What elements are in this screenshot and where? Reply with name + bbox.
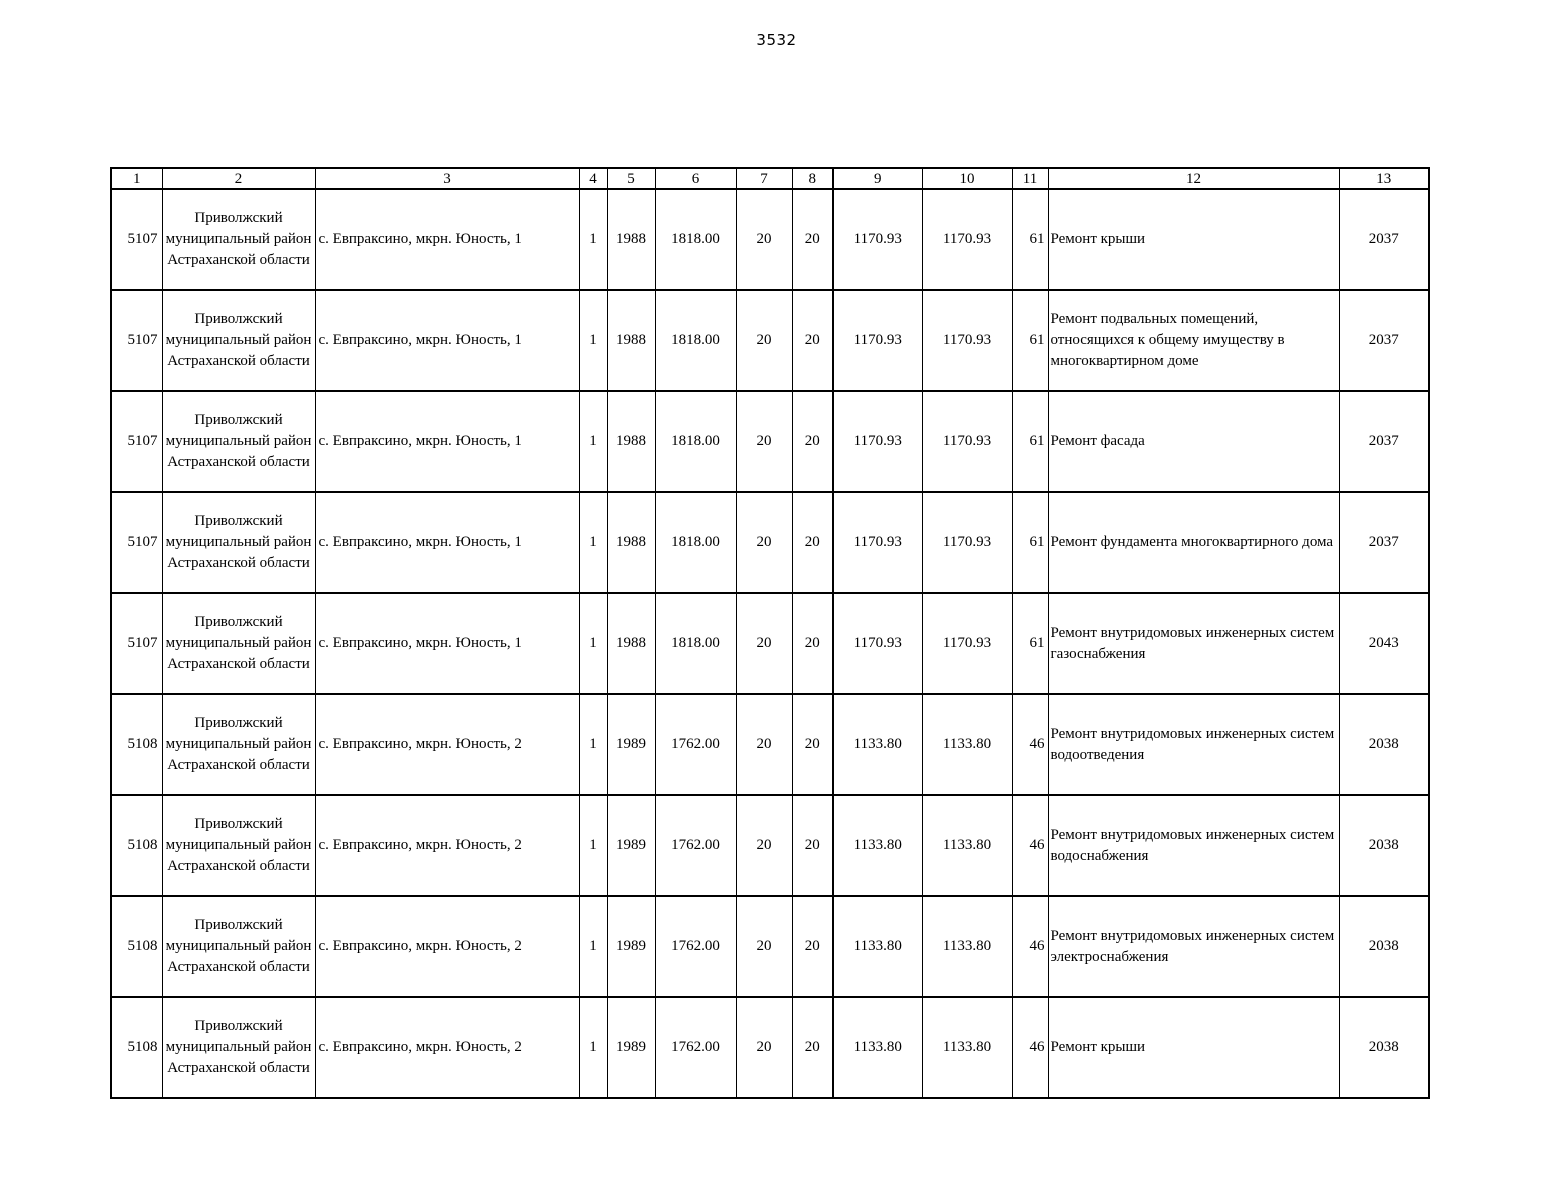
col4-cell: 1 bbox=[579, 896, 607, 997]
area10-cell: 1170.93 bbox=[922, 391, 1012, 492]
column-header: 12 bbox=[1048, 168, 1339, 189]
house-id-cell: 5108 bbox=[111, 997, 162, 1098]
area10-cell: 1170.93 bbox=[922, 189, 1012, 290]
col11-cell: 61 bbox=[1012, 593, 1048, 694]
area10-cell: 1170.93 bbox=[922, 492, 1012, 593]
table-body bbox=[111, 189, 1429, 1098]
col8-cell: 20 bbox=[792, 492, 833, 593]
col7-cell: 20 bbox=[736, 391, 792, 492]
col7-cell: 20 bbox=[736, 694, 792, 795]
planned-year-cell: 2038 bbox=[1339, 795, 1429, 896]
address-cell: с. Евпраксино, мкрн. Юность, 1 bbox=[315, 492, 579, 593]
total-area-cell: 1818.00 bbox=[655, 593, 736, 694]
year-cell: 1988 bbox=[607, 391, 655, 492]
address-cell: с. Евпраксино, мкрн. Юность, 2 bbox=[315, 896, 579, 997]
column-header: 10 bbox=[922, 168, 1012, 189]
column-header: 2 bbox=[162, 168, 315, 189]
col8-cell: 20 bbox=[792, 795, 833, 896]
house-id-cell: 5108 bbox=[111, 896, 162, 997]
planned-year-cell: 2038 bbox=[1339, 896, 1429, 997]
year-cell: 1989 bbox=[607, 795, 655, 896]
col7-cell: 20 bbox=[736, 290, 792, 391]
municipality-cell: Приволжский муниципальный район Астраханской области bbox=[162, 290, 315, 391]
house-id-cell: 5108 bbox=[111, 795, 162, 896]
column-header: 4 bbox=[579, 168, 607, 189]
column-header: 8 bbox=[792, 168, 833, 189]
col8-cell: 20 bbox=[792, 896, 833, 997]
municipality-cell: Приволжский муниципальный район Астраханской области bbox=[162, 694, 315, 795]
col7-cell: 20 bbox=[736, 896, 792, 997]
area9-cell: 1170.93 bbox=[833, 290, 922, 391]
col11-cell: 46 bbox=[1012, 896, 1048, 997]
table-row bbox=[111, 290, 1429, 391]
column-header: 5 bbox=[607, 168, 655, 189]
area10-cell: 1170.93 bbox=[922, 290, 1012, 391]
col8-cell: 20 bbox=[792, 997, 833, 1098]
house-id-cell: 5107 bbox=[111, 290, 162, 391]
planned-year-cell: 2037 bbox=[1339, 492, 1429, 593]
table-row bbox=[111, 593, 1429, 694]
area9-cell: 1170.93 bbox=[833, 593, 922, 694]
work-type-cell: Ремонт внутридомовых инженерных систем водоотведения bbox=[1048, 694, 1339, 795]
col4-cell: 1 bbox=[579, 997, 607, 1098]
work-type-cell: Ремонт внутридомовых инженерных систем водоснабжения bbox=[1048, 795, 1339, 896]
col4-cell: 1 bbox=[579, 290, 607, 391]
planned-year-cell: 2038 bbox=[1339, 997, 1429, 1098]
area9-cell: 1133.80 bbox=[833, 694, 922, 795]
col7-cell: 20 bbox=[736, 795, 792, 896]
page-number: 3532 bbox=[756, 31, 797, 49]
col4-cell: 1 bbox=[579, 492, 607, 593]
planned-year-cell: 2038 bbox=[1339, 694, 1429, 795]
area9-cell: 1170.93 bbox=[833, 391, 922, 492]
municipality-cell: Приволжский муниципальный район Астраханской области bbox=[162, 896, 315, 997]
column-header: 1 bbox=[111, 168, 162, 189]
address-cell: с. Евпраксино, мкрн. Юность, 2 bbox=[315, 694, 579, 795]
col11-cell: 61 bbox=[1012, 189, 1048, 290]
area10-cell: 1133.80 bbox=[922, 896, 1012, 997]
col8-cell: 20 bbox=[792, 391, 833, 492]
municipality-cell: Приволжский муниципальный район Астраханской области bbox=[162, 795, 315, 896]
col4-cell: 1 bbox=[579, 189, 607, 290]
address-cell: с. Евпраксино, мкрн. Юность, 2 bbox=[315, 795, 579, 896]
column-header: 7 bbox=[736, 168, 792, 189]
registry-table bbox=[110, 167, 1430, 1099]
house-id-cell: 5107 bbox=[111, 391, 162, 492]
municipality-cell: Приволжский муниципальный район Астраханской области bbox=[162, 593, 315, 694]
planned-year-cell: 2037 bbox=[1339, 189, 1429, 290]
area9-cell: 1133.80 bbox=[833, 896, 922, 997]
house-id-cell: 5108 bbox=[111, 694, 162, 795]
col4-cell: 1 bbox=[579, 795, 607, 896]
planned-year-cell: 2037 bbox=[1339, 290, 1429, 391]
work-type-cell: Ремонт крыши bbox=[1048, 997, 1339, 1098]
planned-year-cell: 2037 bbox=[1339, 391, 1429, 492]
col8-cell: 20 bbox=[792, 694, 833, 795]
house-id-cell: 5107 bbox=[111, 492, 162, 593]
work-type-cell: Ремонт фундамента многоквартирного дома bbox=[1048, 492, 1339, 593]
house-id-cell: 5107 bbox=[111, 189, 162, 290]
col8-cell: 20 bbox=[792, 290, 833, 391]
col7-cell: 20 bbox=[736, 593, 792, 694]
year-cell: 1989 bbox=[607, 896, 655, 997]
municipality-cell: Приволжский муниципальный район Астраханской области bbox=[162, 189, 315, 290]
work-type-cell: Ремонт крыши bbox=[1048, 189, 1339, 290]
area10-cell: 1133.80 bbox=[922, 795, 1012, 896]
address-cell: с. Евпраксино, мкрн. Юность, 2 bbox=[315, 997, 579, 1098]
column-header: 13 bbox=[1339, 168, 1429, 189]
year-cell: 1989 bbox=[607, 997, 655, 1098]
year-cell: 1988 bbox=[607, 290, 655, 391]
column-header: 3 bbox=[315, 168, 579, 189]
col4-cell: 1 bbox=[579, 391, 607, 492]
col11-cell: 46 bbox=[1012, 795, 1048, 896]
area9-cell: 1170.93 bbox=[833, 189, 922, 290]
column-header: 9 bbox=[833, 168, 922, 189]
area10-cell: 1133.80 bbox=[922, 997, 1012, 1098]
year-cell: 1988 bbox=[607, 593, 655, 694]
total-area-cell: 1762.00 bbox=[655, 896, 736, 997]
column-header: 11 bbox=[1012, 168, 1048, 189]
area9-cell: 1170.93 bbox=[833, 492, 922, 593]
table-row bbox=[111, 896, 1429, 997]
area10-cell: 1170.93 bbox=[922, 593, 1012, 694]
municipality-cell: Приволжский муниципальный район Астраханской области bbox=[162, 391, 315, 492]
address-cell: с. Евпраксино, мкрн. Юность, 1 bbox=[315, 189, 579, 290]
total-area-cell: 1762.00 bbox=[655, 795, 736, 896]
address-cell: с. Евпраксино, мкрн. Юность, 1 bbox=[315, 290, 579, 391]
col7-cell: 20 bbox=[736, 997, 792, 1098]
total-area-cell: 1818.00 bbox=[655, 189, 736, 290]
col11-cell: 61 bbox=[1012, 391, 1048, 492]
col8-cell: 20 bbox=[792, 189, 833, 290]
table-row bbox=[111, 795, 1429, 896]
total-area-cell: 1818.00 bbox=[655, 391, 736, 492]
municipality-cell: Приволжский муниципальный район Астраханской области bbox=[162, 997, 315, 1098]
table-row bbox=[111, 694, 1429, 795]
col11-cell: 61 bbox=[1012, 492, 1048, 593]
area9-cell: 1133.80 bbox=[833, 795, 922, 896]
col11-cell: 61 bbox=[1012, 290, 1048, 391]
table-row bbox=[111, 492, 1429, 593]
col4-cell: 1 bbox=[579, 694, 607, 795]
col4-cell: 1 bbox=[579, 593, 607, 694]
year-cell: 1988 bbox=[607, 189, 655, 290]
work-type-cell: Ремонт внутридомовых инженерных систем электроснабжения bbox=[1048, 896, 1339, 997]
column-header: 6 bbox=[655, 168, 736, 189]
work-type-cell: Ремонт фасада bbox=[1048, 391, 1339, 492]
municipality-cell: Приволжский муниципальный район Астраханской области bbox=[162, 492, 315, 593]
area10-cell: 1133.80 bbox=[922, 694, 1012, 795]
work-type-cell: Ремонт внутридомовых инженерных систем газоснабжения bbox=[1048, 593, 1339, 694]
col7-cell: 20 bbox=[736, 189, 792, 290]
header-row bbox=[111, 168, 1429, 189]
total-area-cell: 1818.00 bbox=[655, 290, 736, 391]
col11-cell: 46 bbox=[1012, 997, 1048, 1098]
year-cell: 1988 bbox=[607, 492, 655, 593]
col7-cell: 20 bbox=[736, 492, 792, 593]
table-row bbox=[111, 391, 1429, 492]
year-cell: 1989 bbox=[607, 694, 655, 795]
area9-cell: 1133.80 bbox=[833, 997, 922, 1098]
col8-cell: 20 bbox=[792, 593, 833, 694]
address-cell: с. Евпраксино, мкрн. Юность, 1 bbox=[315, 391, 579, 492]
total-area-cell: 1818.00 bbox=[655, 492, 736, 593]
table-row bbox=[111, 189, 1429, 290]
work-type-cell: Ремонт подвальных помещений, относящихся к общему имуществу в многоквартирном доме bbox=[1048, 290, 1339, 391]
planned-year-cell: 2043 bbox=[1339, 593, 1429, 694]
col11-cell: 46 bbox=[1012, 694, 1048, 795]
house-id-cell: 5107 bbox=[111, 593, 162, 694]
table-row bbox=[111, 997, 1429, 1098]
total-area-cell: 1762.00 bbox=[655, 694, 736, 795]
address-cell: с. Евпраксино, мкрн. Юность, 1 bbox=[315, 593, 579, 694]
total-area-cell: 1762.00 bbox=[655, 997, 736, 1098]
